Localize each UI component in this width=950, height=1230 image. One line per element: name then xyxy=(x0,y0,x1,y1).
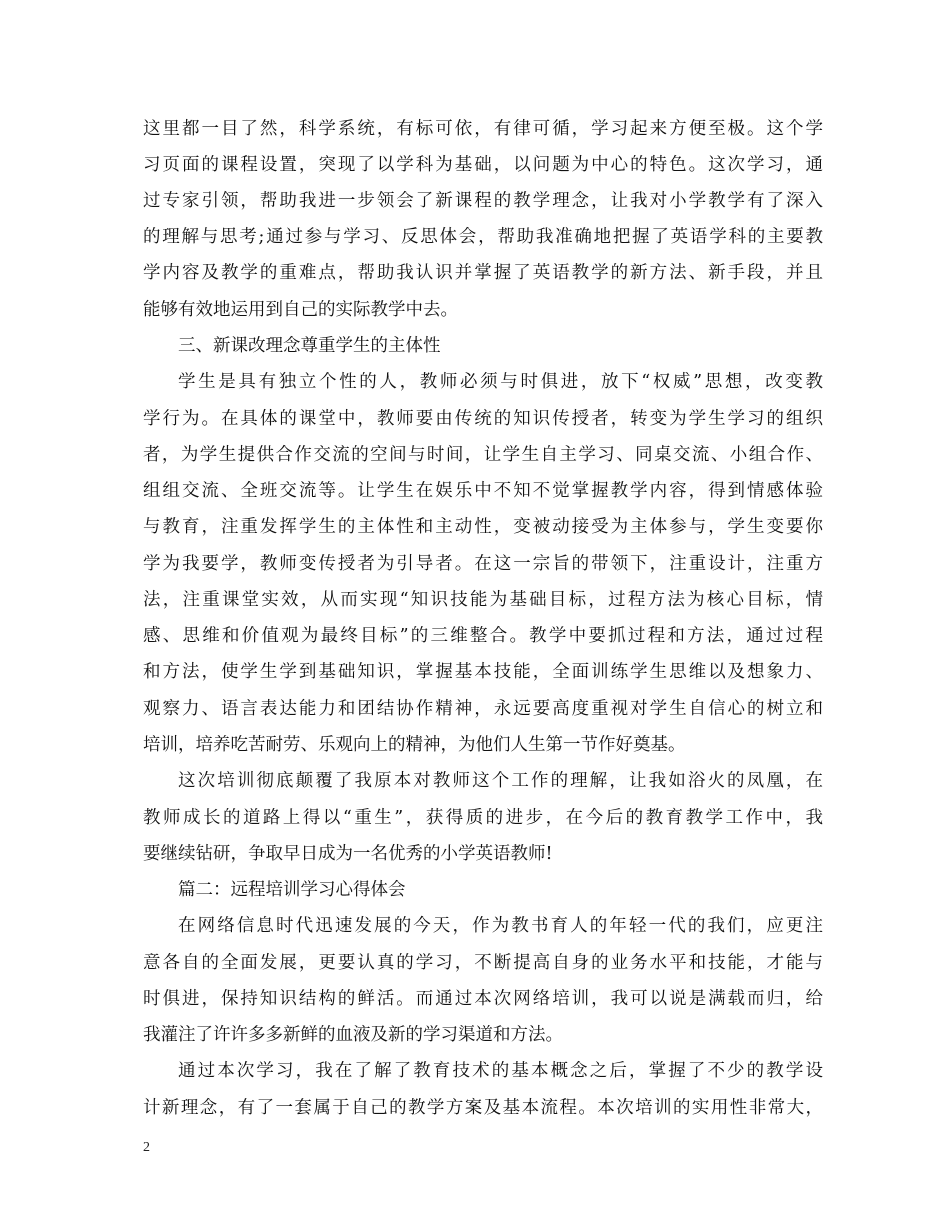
body-line: 能够有效地运用到自己的实际教学中去。 xyxy=(143,300,458,320)
body-line: 我灌注了许许多多新鲜的血液及新的学习渠道和方法。 xyxy=(143,1025,563,1045)
body-line: 这次培训彻底颠覆了我原本对教师这个工作的理解，让我如浴火的凤凰，在 xyxy=(178,771,823,791)
body-line: 法，注重课堂实效，从而实现“知识技能为基础目标，过程方法为核心目标，情 xyxy=(143,590,823,610)
body-line: 计新理念，有了一套属于自己的教学方案及基本流程。本次培训的实用性非常大， xyxy=(143,1098,823,1118)
body-line: 时俱进，保持知识结构的鲜活。而通过本次网络培训，我可以说是满载而归，给 xyxy=(143,989,823,1009)
section-heading: 篇二：远程培训学习心得体会 xyxy=(178,880,406,900)
body-line: 这里都一目了然，科学系统，有标可依，有律可循，学习起来方便至极。这个学 xyxy=(143,119,823,139)
body-line: 学内容及教学的重难点，帮助我认识并掌握了英语教学的新方法、新手段，并且 xyxy=(143,263,823,283)
body-line: 习页面的课程设置，突现了以学科为基础，以问题为中心的特色。这次学习，通 xyxy=(143,155,823,175)
body-line: 过专家引领，帮助我进一步领会了新课程的教学理念，让我对小学教学有了深入 xyxy=(143,191,823,211)
body-line: 学行为。在具体的课堂中，教师要由传统的知识传授者，转变为学生学习的组织 xyxy=(143,409,823,429)
body-line: 和方法，使学生学到基础知识，掌握基本技能，全面训练学生思维以及想象力、 xyxy=(143,662,823,682)
body-line: 组组交流、全班交流等。让学生在娱乐中不知不觉掌握教学内容，得到情感体验 xyxy=(143,481,823,501)
body-line: 要继续钻研，争取早日成为一名优秀的小学英语教师! xyxy=(143,844,553,864)
body-line: 者，为学生提供合作交流的空间与时间，让学生自主学习、同桌交流、小组合作、 xyxy=(143,445,823,465)
body-line: 培训，培养吃苦耐劳、乐观向上的精神，为他们人生第一节作好奠基。 xyxy=(143,735,686,755)
body-line: 通过本次学习，我在了解了教育技术的基本概念之后，掌握了不少的教学设 xyxy=(178,1061,823,1081)
body-line: 的理解与思考;通过参与学习、反思体会，帮助我准确地把握了英语学科的主要教 xyxy=(143,227,823,247)
body-line: 意各自的全面发展，更要认真的学习，不断提高自身的业务水平和技能，才能与 xyxy=(143,953,823,973)
page-number: 2 xyxy=(143,1140,150,1155)
body-line: 与教育，注重发挥学生的主体性和主动性，变被动接受为主体参与，学生变要你 xyxy=(143,517,823,537)
section-heading: 三、新课改理念尊重学生的主体性 xyxy=(178,336,441,356)
body-line: 观察力、语言表达能力和团结协作精神，永远要高度重视对学生自信心的树立和 xyxy=(143,699,823,719)
body-line: 学为我要学，教师变传授者为引导者。在这一宗旨的带领下，注重设计，注重方 xyxy=(143,554,823,574)
body-line: 在网络信息时代迅速发展的今天，作为教书育人的年轻一代的我们，应更注 xyxy=(178,916,823,936)
body-line: 教师成长的道路上得以“重生”，获得质的进步，在今后的教育教学工作中，我 xyxy=(143,808,823,828)
body-line: 学生是具有独立个性的人，教师必须与时俱进，放下“权威”思想，改变教 xyxy=(178,372,823,392)
body-line: 感、思维和价值观为最终目标”的三维整合。教学中要抓过程和方法，通过过程 xyxy=(143,626,823,646)
